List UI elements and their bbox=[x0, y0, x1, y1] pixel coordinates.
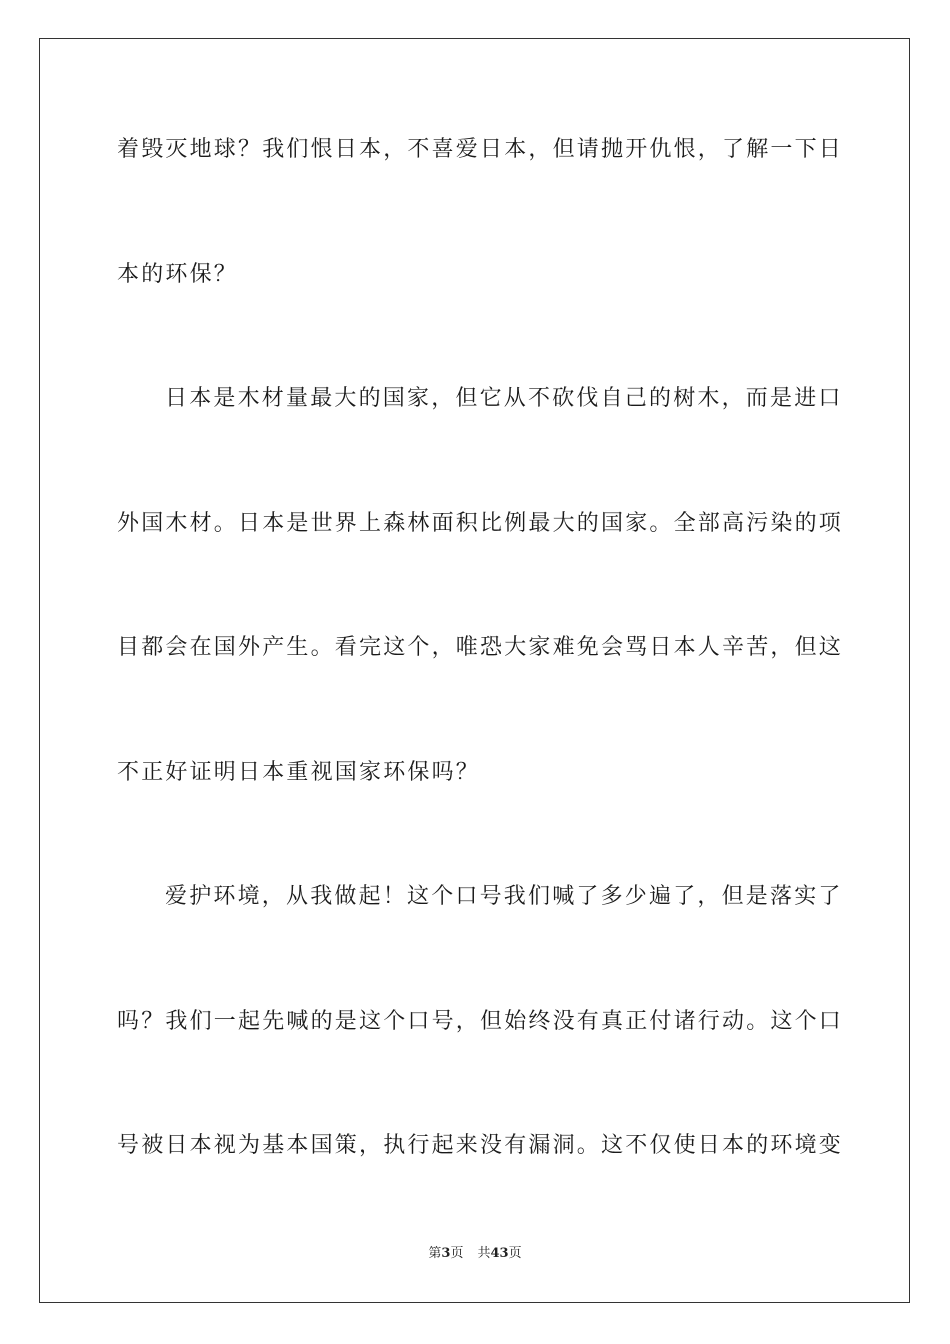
paragraph-line: 日本是木材量最大的国家，但它从不砍伐自己的树木，而是进口 bbox=[165, 386, 843, 411]
paragraph-line: 目都会在国外产生。看完这个，唯恐大家难免会骂日本人辛苦，但这 bbox=[117, 635, 844, 660]
paragraph-line: 外国木材。日本是世界上森林面积比例最大的国家。全部高污染的项 bbox=[117, 511, 844, 536]
page-suffix: 页 bbox=[450, 1246, 464, 1261]
total-pages: 43 bbox=[490, 1246, 509, 1261]
page-number: 3 bbox=[441, 1246, 451, 1261]
paragraph-line: 号被日本视为基本国策，执行起来没有漏洞。这不仅使日本的环境变 bbox=[117, 1133, 844, 1158]
paragraph-line: 本的环保？ bbox=[117, 262, 239, 287]
paragraph-line: 不正好证明日本重视国家环保吗？ bbox=[117, 760, 481, 785]
total-suffix: 页 bbox=[508, 1246, 522, 1261]
paragraph-line: 爱护环境，从我做起！这个口号我们喊了多少遍了，但是落实了 bbox=[165, 884, 843, 909]
page-prefix: 第 bbox=[428, 1246, 442, 1261]
total-prefix: 共 bbox=[477, 1246, 491, 1261]
paragraph-line: 吗？我们一起先喊的是这个口号，但始终没有真正付诸行动。这个口 bbox=[117, 1009, 844, 1034]
page-border bbox=[39, 38, 910, 1303]
paragraph-line: 着毁灭地球？我们恨日本，不喜爱日本，但请抛开仇恨，了解一下日 bbox=[117, 137, 844, 162]
page-footer bbox=[0, 1245, 950, 1263]
